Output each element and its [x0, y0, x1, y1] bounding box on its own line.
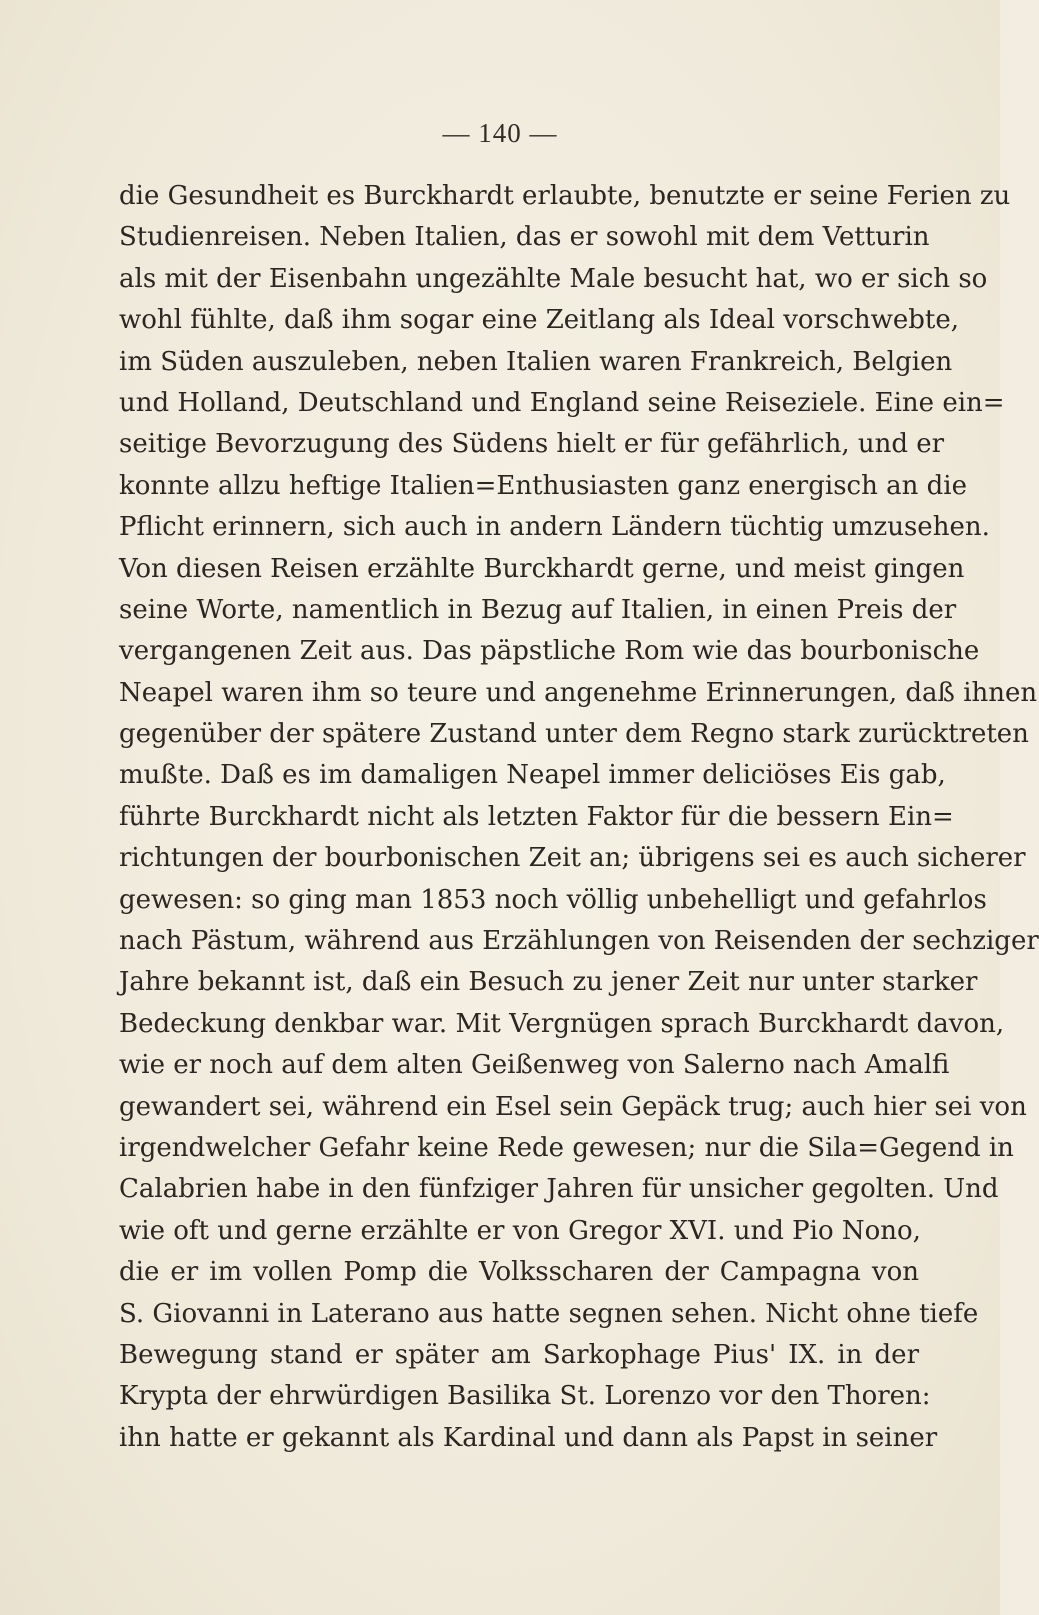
- text-line: nach Pästum, während aus Erzählungen von Reisenden der sechziger: [119, 926, 1039, 957]
- text-line: die Gesundheit es Burckhardt erlaubte, benutzte er seine Ferien zu: [119, 181, 1011, 211]
- text-line: wohl fühlte, daß ihm sogar eine Zeitlang als Ideal vorschwebte,: [119, 305, 960, 336]
- text-line: gewandert sei, während ein Esel sein Gepäck trug; auch hier sei von: [119, 1091, 1027, 1122]
- body-text: [119, 176, 1039, 1459]
- text-line: als mit der Eisenbahn ungezählte Male besucht hat, wo er sich so: [119, 263, 988, 294]
- text-line: Studienreisen. Neben Italien, das er sowohl mit dem Vetturin: [119, 222, 930, 253]
- text-line: konnte allzu heftige Italien=Enthusiasten ganz energisch an die: [119, 470, 967, 501]
- text-line: gewesen: so ging man 1853 noch völlig unbehelligt und gefahrlos: [119, 884, 987, 915]
- text-line: Krypta der ehrwürdigen Basilika St. Lorenzo vor den Thoren:: [119, 1381, 931, 1412]
- text-line: vergangenen Zeit aus. Das päpstliche Rom wie das bourbonische: [119, 636, 980, 667]
- text-line: Pflicht erinnern, sich auch in andern Ländern tüchtig umzusehen.: [119, 512, 990, 543]
- page-number: — 140 —: [442, 118, 558, 148]
- text-line: seine Worte, namentlich in Bezug auf Italien, in einen Preis der: [119, 594, 957, 625]
- text-line: richtungen der bourbonischen Zeit an; übrigens sei es auch sicherer: [119, 843, 1026, 874]
- text-line: mußte. Daß es im damaligen Neapel immer deliciöses Eis gab,: [119, 760, 946, 791]
- text-line: gegenüber der spätere Zustand unter dem Regno stark zurücktreten: [119, 719, 1029, 750]
- text-line: irgendwelcher Gefahr keine Rede gewesen; nur die Sila=Gegend in: [119, 1132, 1014, 1163]
- text-line: S. Giovanni in Laterano aus hatte segnen sehen. Nicht ohne tiefe: [119, 1298, 979, 1329]
- text-line: Calabrien habe in den fünfziger Jahren für unsicher gegolten. Und: [119, 1174, 999, 1205]
- text-line: im Süden auszuleben, neben Italien waren Frankreich, Belgien: [119, 346, 953, 377]
- text-line: seitige Bevorzugung des Südens hielt er für gefährlich, und er: [119, 429, 945, 460]
- text-line: Jahre bekannt ist, daß ein Besuch zu jener Zeit nur unter starker: [119, 967, 978, 998]
- text-line: Bewegung stand er später am Sarkophage Pius' IX. in der: [119, 1339, 919, 1370]
- text-line: wie oft und gerne erzählte er von Gregor XVI. und Pio Nono,: [119, 1215, 921, 1246]
- text-line: Von diesen Reisen erzählte Burckhardt gerne, und meist gingen: [119, 553, 965, 584]
- text-line: Neapel waren ihm so teure und angenehme Erinnerungen, daß ihnen: [119, 677, 1038, 708]
- text-line: und Holland, Deutschland und England seine Reiseziele. Eine ein=: [119, 387, 1005, 418]
- text-line: Bedeckung denkbar war. Mit Vergnügen sprach Burckhardt davon,: [119, 1008, 1005, 1039]
- text-line: die er im vollen Pomp die Volksscharen der Campagna von: [119, 1257, 919, 1288]
- text-line: ihn hatte er gekannt als Kardinal und dann als Papst in seiner: [119, 1422, 938, 1453]
- text-line: wie er noch auf dem alten Geißenweg von Salerno nach Amalfi: [119, 1050, 950, 1081]
- text-line: führte Burckhardt nicht als letzten Faktor für die bessern Ein=: [119, 801, 954, 832]
